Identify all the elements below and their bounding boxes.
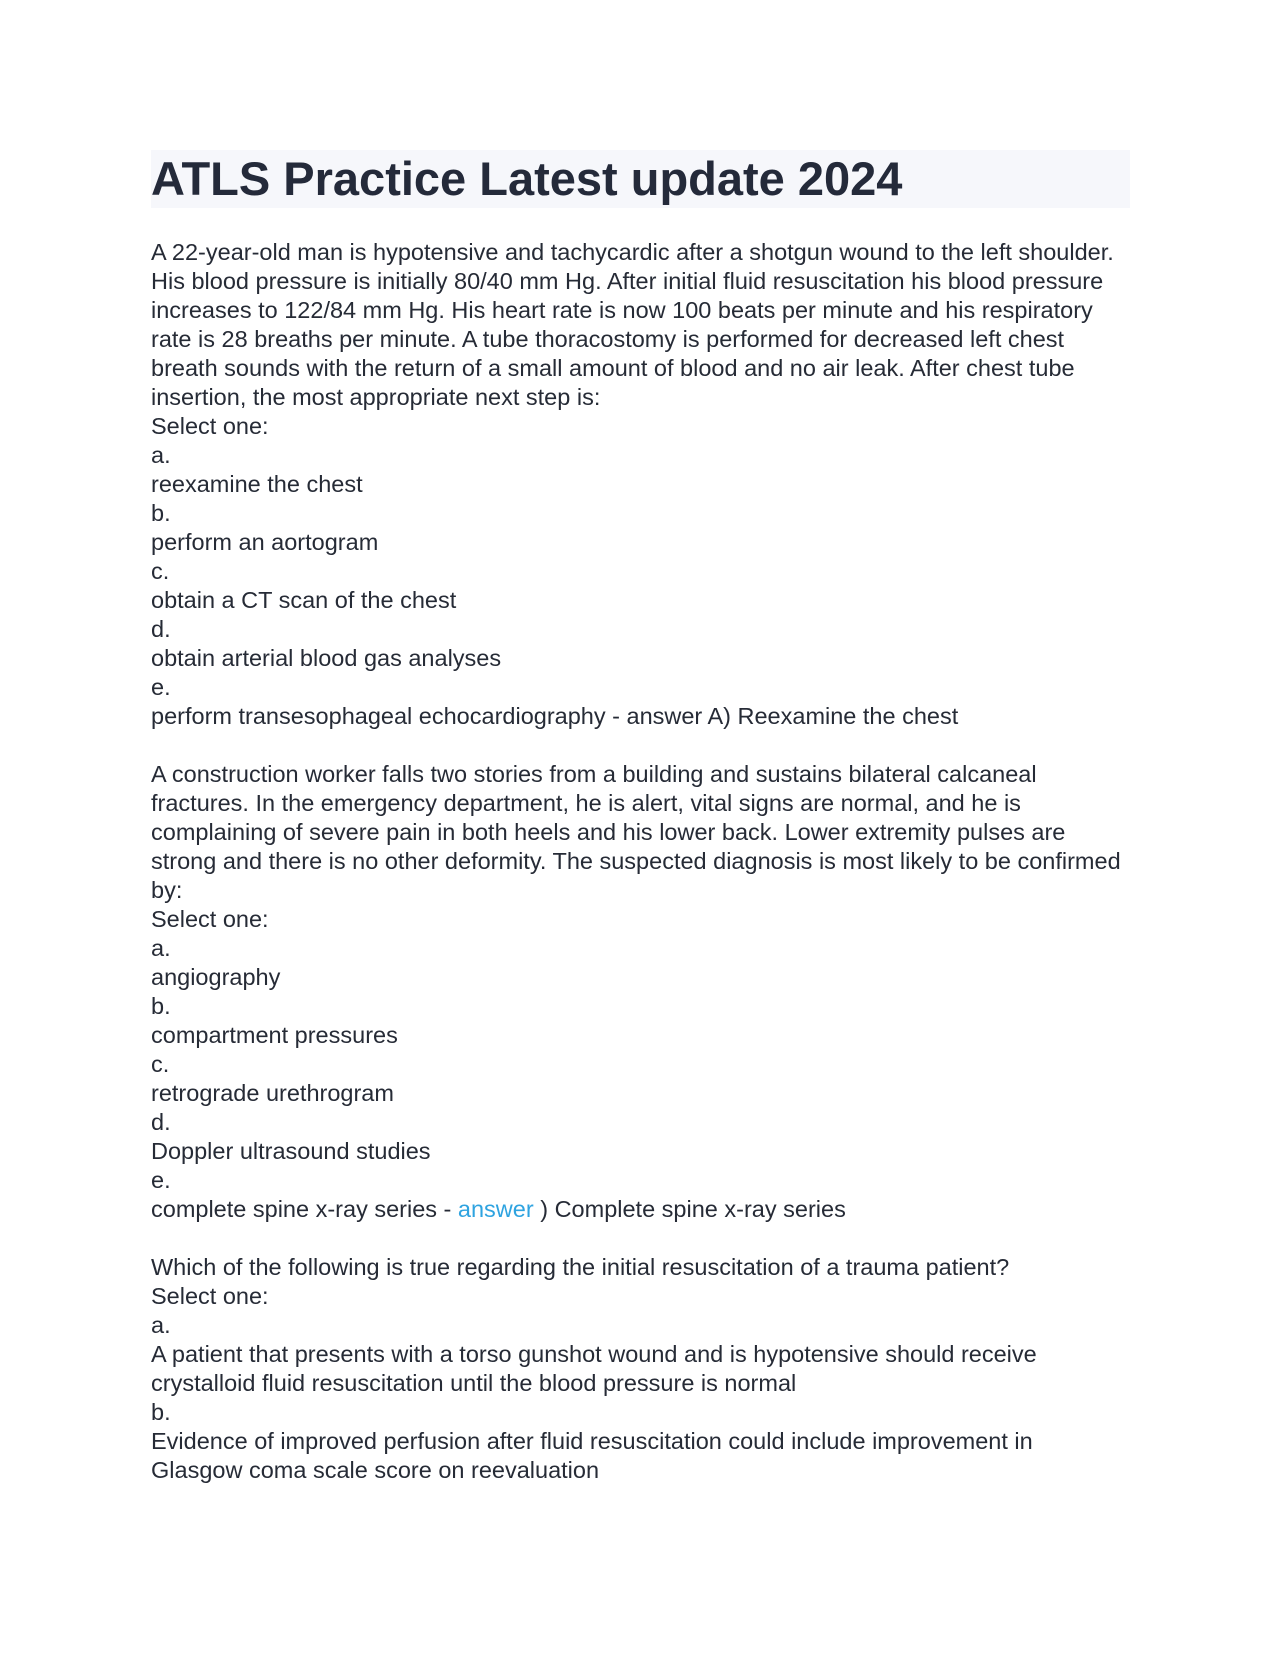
select-one-label: Select one: bbox=[151, 413, 269, 439]
option-text: obtain a CT scan of the chest bbox=[151, 587, 457, 613]
option-letter: c. bbox=[151, 1051, 170, 1077]
option-text: obtain arterial blood gas analyses bbox=[151, 645, 502, 671]
option-letter: b. bbox=[151, 500, 171, 526]
option-text: retrograde urethrogram bbox=[151, 1080, 394, 1106]
option-text: reexamine the chest bbox=[151, 471, 363, 497]
option-text: perform transesophageal echocardiography - answer A) Reexamine the chest bbox=[151, 703, 959, 729]
option-letter: b. bbox=[151, 1399, 171, 1425]
question-stem: A construction worker falls two stories from a building and sustains bilateral calcaneal fractures. In the emergency department, he is alert, vital signs are normal, and he is complaining of severe pain in both heels and his lower back. Lower extremity pulses are strong and there is no other deformity. The suspected diagnosis is most likely to be confirmed by: bbox=[151, 761, 1121, 903]
option-text: Doppler ultrasound studies bbox=[151, 1138, 431, 1164]
option-text: A patient that presents with a torso gunshot wound and is hypotensive should receive crystalloid fluid resuscitation until the blood pressure is normal bbox=[151, 1341, 1037, 1396]
option-text-with-link bbox=[151, 1195, 1130, 1224]
option-text-before: complete spine x-ray series - bbox=[151, 1196, 458, 1222]
option-letter: e. bbox=[151, 1167, 171, 1193]
option-text-after: ) Complete spine x-ray series bbox=[533, 1196, 846, 1222]
question-stem: A 22-year-old man is hypotensive and tachycardic after a shotgun wound to the left shoulder. His blood pressure is initially 80/40 mm Hg. After initial fluid resuscitation his blood pressure increases to 122/84 mm Hg. His heart rate is now 100 beats per minute and his respiratory rate is 28 breaths per minute. A tube thoracostomy is performed for decreased left chest breath sounds with the return of a small amount of blood and no air leak. After chest tube insertion, the most appropriate next step is: bbox=[151, 239, 1114, 410]
question-2 bbox=[151, 760, 1130, 1224]
option-letter: a. bbox=[151, 1312, 171, 1338]
option-letter: a. bbox=[151, 935, 171, 961]
option-text: perform an aortogram bbox=[151, 529, 379, 555]
question-stem: Which of the following is true regarding the initial resuscitation of a trauma patient? bbox=[151, 1254, 1010, 1280]
option-letter: d. bbox=[151, 616, 171, 642]
option-letter: a. bbox=[151, 442, 171, 468]
select-one-label: Select one: bbox=[151, 906, 269, 932]
title-band bbox=[151, 150, 1130, 208]
select-one-label: Select one: bbox=[151, 1283, 269, 1309]
option-letter: b. bbox=[151, 993, 171, 1019]
option-letter: e. bbox=[151, 674, 171, 700]
question-3 bbox=[151, 1253, 1130, 1485]
option-letter: c. bbox=[151, 558, 170, 584]
document-page bbox=[151, 150, 1130, 1514]
option-text: angiography bbox=[151, 964, 281, 990]
question-1 bbox=[151, 238, 1130, 731]
option-text: Evidence of improved perfusion after fluid resuscitation could include improvement in Glasgow coma scale score on reevaluation bbox=[151, 1428, 1033, 1483]
answer-link[interactable]: answer bbox=[457, 1196, 534, 1222]
option-text: compartment pressures bbox=[151, 1022, 398, 1048]
option-letter: d. bbox=[151, 1109, 171, 1135]
page-title: ATLS Practice Latest update 2024 bbox=[151, 152, 903, 205]
